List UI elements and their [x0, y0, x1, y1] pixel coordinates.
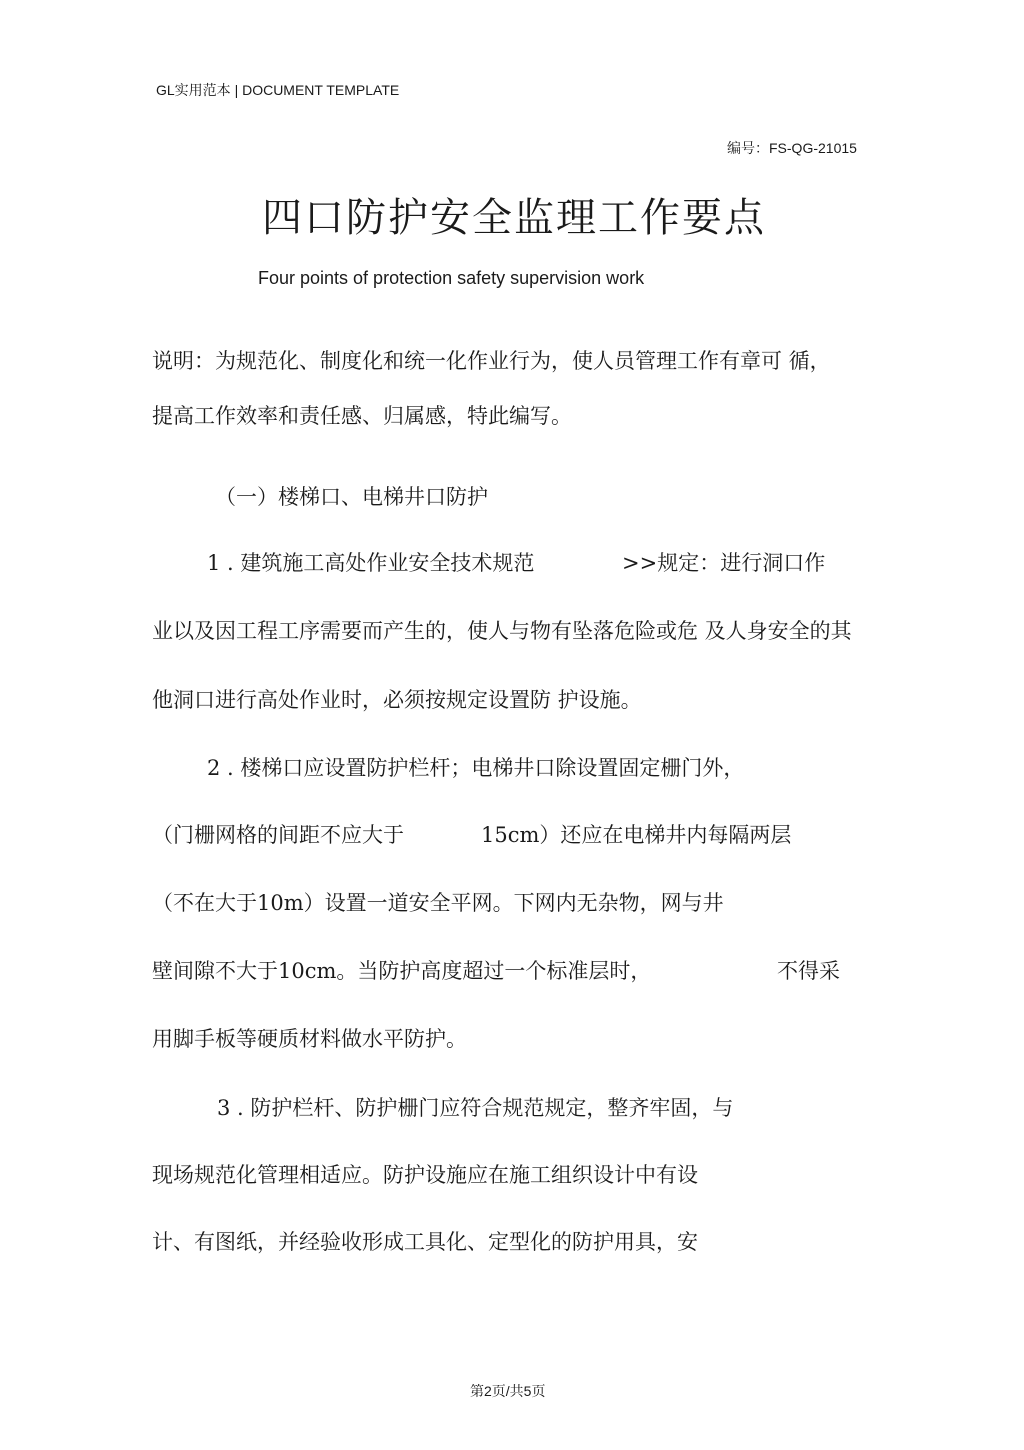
paragraph-line: 他洞口进行高处作业时，必须按规定设置防 护设施。 [152, 688, 642, 712]
paragraph-line: 15cm）还应在电梯井内每隔两层 [481, 823, 792, 847]
paragraph-line: 不得采 [777, 959, 840, 983]
paragraph-line: 1 . 建筑施工高处作业安全技术规范 [207, 551, 535, 575]
paragraph-line: 业以及因工程工序需要而产生的，使人与物有坠落危险或危 及人身安全的其 [152, 619, 852, 643]
section-heading: （一）楼梯口、电梯井口防护 [215, 485, 488, 509]
intro-line: 提高工作效率和责任感、归属感，特此编写。 [152, 404, 572, 428]
paragraph-line: 2 . 楼梯口应设置防护栏杆；电梯井口除设置固定栅门外， [207, 756, 745, 780]
document-title: 四口防护安全监理工作要点 [262, 195, 766, 241]
paragraph-line: 3 . 防护栏杆、防护栅门应符合规范规定，整齐牢固，与 [217, 1096, 734, 1120]
paragraph-line: 用脚手板等硬质材料做水平防护。 [152, 1027, 467, 1051]
document-number: 编号：FS-QG-21015 [727, 140, 857, 156]
paragraph-line: >>规定：进行洞口作 [622, 551, 826, 575]
document-subtitle: Four points of protection safety supervision work [258, 268, 645, 288]
paragraph-line: 现场规范化管理相适应。防护设施应在施工组织设计中有设 [152, 1163, 698, 1187]
page-indicator: 第2页/共5页 [470, 1383, 546, 1399]
paragraph-line: 壁间隙不大于10cm。当防护高度超过一个标准层时， [152, 959, 652, 983]
paragraph-line: 计、有图纸，并经验收形成工具化、定型化的防护用具，安 [152, 1230, 698, 1254]
paragraph-line: （不在大于10m）设置一道安全平网。下网内无杂物，网与井 [152, 891, 724, 915]
paragraph-line: （门栅网格的间距不应大于 [152, 823, 404, 847]
template-header: GL实用范本 | DOCUMENT TEMPLATE [156, 82, 400, 98]
intro-line: 说明：为规范化、制度化和统一化作业行为，使人员管理工作有章可 循， [152, 349, 831, 373]
